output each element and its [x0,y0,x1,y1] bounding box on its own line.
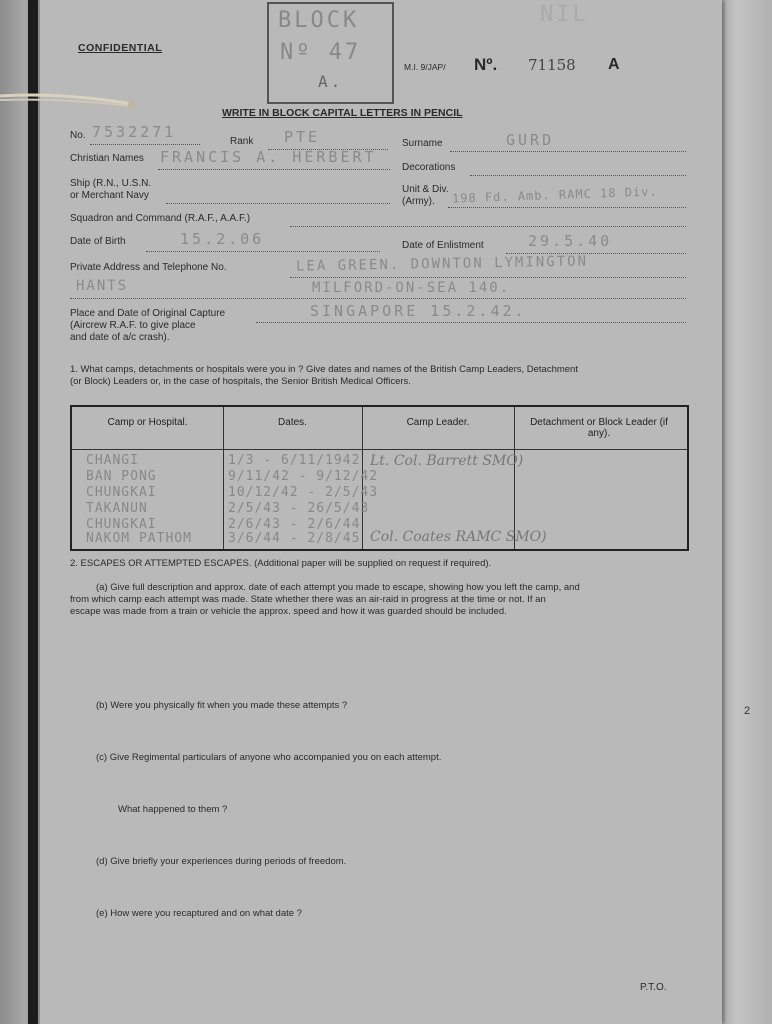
section2-e: (e) How were you recaptured and on what date ? [96,908,302,919]
address-line-2-phone: MILFORD-ON-SEA 140. [312,280,511,296]
table-header-dates: Dates. [278,417,307,428]
christian-names-label: Christian Names [70,153,144,164]
ship-label-2: or Merchant Navy [70,190,149,201]
decorations-line [470,174,686,176]
rank-label: Rank [230,136,254,147]
table-cell-dates: 9/11/42 - 9/12/42 [228,469,379,484]
table-header-leader: Camp Leader. [406,417,470,428]
capture-label-2: (Aircrew R.A.F. to give place [70,320,196,331]
unit-line [448,206,686,208]
table-cell-dates: 3/6/44 - 2/8/45 [228,531,361,546]
surname-line [450,150,686,152]
enlistment-label: Date of Enlistment [402,240,484,251]
table-header-divider [72,449,687,450]
section2-a-line-3: escape was made from a train or vehicle the approx. speed and how it was guarded should be included. [70,606,507,617]
table-cell-dates: 1/3 - 6/11/1942 [228,453,361,468]
address-label: Private Address and Telephone No. [70,262,227,273]
table-cell-dates: 2/5/43 - 26/5/43 [228,501,370,516]
unit-label-2: (Army). [402,196,435,207]
section2-title: 2. ESCAPES OR ATTEMPTED ESCAPES. (Additional paper will be supplied on request if required). [70,558,492,569]
binder-spine [28,0,38,1024]
section2-a-line-2: from which camp each attempt was made. State whether there was an air-raid in progress at the time or not. If an [70,594,546,605]
table-cell-leader: Col. Coates RAMC SMO) [370,529,547,545]
table-col-divider [223,407,224,549]
ref-label: M.I. 9/JAP/ [404,62,446,72]
capture-line [256,321,686,323]
table-cell-camp: CHUNGKAI [86,517,157,532]
surname-value: GURD [506,131,555,149]
stamp-block-text: BLOCK [278,8,360,33]
table-header-camp: Camp or Hospital. [107,417,188,428]
table-cell-camp: CHUNGKAI [86,485,157,500]
surname-label: Surname [402,138,443,149]
side-page-mark: 2 [744,705,751,717]
squadron-line [290,225,686,227]
address-line-1: LEA GREEN. DOWNTON LYMINGTON [295,253,589,275]
pto-label: P.T.O. [640,982,667,993]
section2-b: (b) Were you physically fit when you made these attempts ? [96,700,348,711]
capture-label-3: and date of a/c crash). [70,332,170,343]
section1-text-2: (or Block) Leaders or, in the case of hospitals, the Senior British Medical Officers. [70,376,411,387]
decorations-label: Decorations [402,162,456,173]
address-line-1-rule [290,276,686,278]
instruction-heading: WRITE IN BLOCK CAPITAL LETTERS IN PENCIL [222,107,463,119]
dob-value: 15.2.06 [180,230,265,248]
address-line-2-rule [70,297,686,299]
address-line-2-county: HANTS [76,278,129,294]
table-cell-leader: Lt. Col. Barrett SMO) [370,453,524,469]
table-col-divider [514,407,515,549]
stamp-suffix-text: A. [318,72,344,91]
no-label: No. [70,130,86,141]
binding-string [0,92,140,110]
ship-line [166,202,390,204]
table-cell-camp: BAN PONG [86,469,157,484]
dob-label: Date of Birth [70,236,126,247]
table-cell-camp: CHANGI [86,453,139,468]
serial-no-label: Nº. [474,55,498,74]
stamp-number-text: Nº 47 [280,40,362,65]
section2-d: (d) Give briefly your experiences during periods of freedom. [96,856,347,867]
capture-value: SINGAPORE 15.2.42. [310,302,527,320]
table-cell-dates: 10/12/42 - 2/5/43 [228,485,379,500]
dob-line [146,250,380,252]
section2-c: (c) Give Regimental particulars of anyone who accompanied you on each attempt. [96,752,442,763]
unit-value: 198 Fd. Amb. RAMC 18 Div. [451,184,658,206]
no-line [90,143,200,145]
unit-label-1: Unit & Div. [402,184,449,195]
no-value: 7532271 [92,123,177,141]
table-cell-camp: TAKANUN [86,501,148,516]
nil-mark: NIL [540,2,589,27]
squadron-label: Squadron and Command (R.A.F., A.A.F.) [70,213,251,224]
table-cell-camp: NAKOM PATHOM [86,531,192,546]
christian-names-value: FRANCIS A. HERBERT [160,148,377,166]
table-header-detachment: Detachment or Block Leader (if any). [530,417,668,439]
serial-suffix: A [608,56,620,73]
enlistment-value: 29.5.40 [528,232,613,250]
section1-text-1: 1. What camps, detachments or hospitals were you in ? Give dates and names of the British Camp Leaders, Detachment [70,364,578,375]
section2-a-line-1: (a) Give full description and approx. date of each attempt you made to escape, showing how you left the camp, and [96,582,580,593]
rank-value: PTE [284,128,321,146]
section2-c-what: What happened to them ? [118,804,228,815]
serial-no-value: 71158 [528,56,576,74]
ship-label-1: Ship (R.N., U.S.N. [70,178,152,189]
confidential-label: CONFIDENTIAL [78,42,163,54]
camps-table [70,405,689,551]
table-cell-dates: 2/6/43 - 2/6/44 [228,517,361,532]
christian-line [158,168,390,170]
capture-label-1: Place and Date of Original Capture [70,308,226,319]
